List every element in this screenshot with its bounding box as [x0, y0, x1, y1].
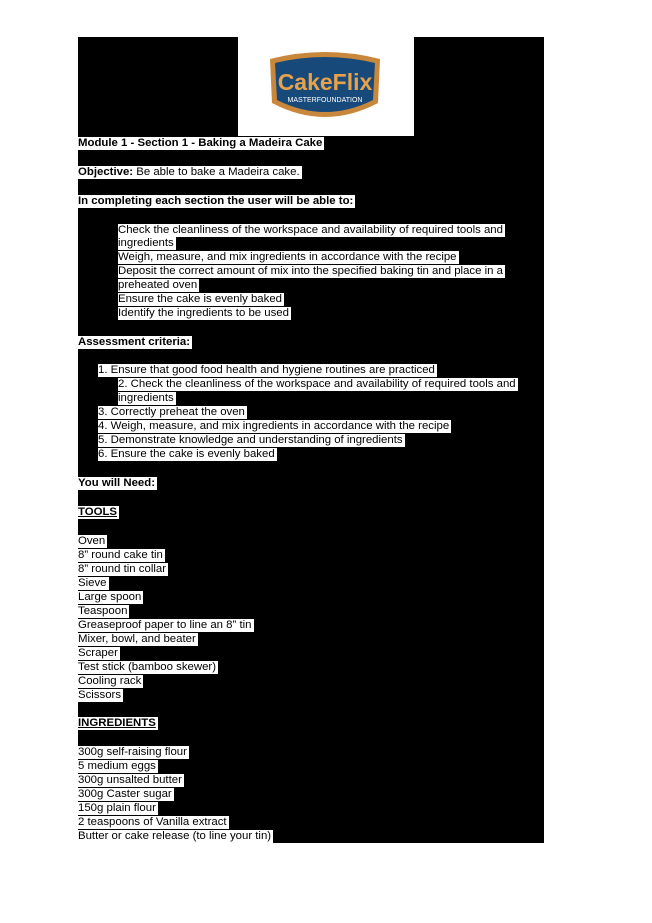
objective: [78, 166, 302, 179]
logo-brand: CakeFlix: [277, 69, 373, 95]
tools-heading: TOOLS: [78, 506, 118, 518]
tool-item: Greaseproof paper to line an 8” tin: [78, 619, 252, 631]
outcome-item: ingredients: [118, 237, 174, 249]
tool-item: Test stick (bamboo skewer): [78, 661, 216, 673]
tool-item: Scraper: [78, 647, 118, 659]
tool-item: Oven: [78, 535, 106, 547]
outcome-item: Ensure the cake is evenly baked: [118, 293, 282, 305]
ingredient-item: Butter or cake release (to line your tin): [78, 830, 272, 842]
outcome-item: Weigh, measure, and mix ingredients in accordance with the recipe: [118, 251, 457, 263]
tool-item: Scissors: [78, 689, 122, 701]
assessment-item: 1. Ensure that good food health and hygiene routines are practiced: [98, 364, 435, 376]
need-heading: You will Need:: [78, 477, 155, 489]
completion-heading: In completing each section the user will be able to:: [78, 195, 354, 207]
outcome-item: Identify the ingredients to be used: [118, 307, 289, 319]
objective-label: Objective:: [78, 166, 134, 178]
page-title: Module 1 - Section 1 - Baking a Madeira Cake: [78, 137, 323, 149]
assessment-item: 6. Ensure the cake is evenly baked: [98, 448, 275, 460]
outcome-item: Check the cleanliness of the workspace and availability of required tools and: [118, 224, 503, 236]
tool-item: Teaspoon: [78, 605, 128, 617]
tool-item: 8” round cake tin: [78, 549, 163, 561]
outcome-item: preheated oven: [118, 279, 198, 291]
assessment-item: 2. Check the cleanliness of the workspace and availability of required tools and: [118, 378, 516, 390]
assessment-heading: Assessment criteria:: [78, 336, 191, 348]
cakeflix-logo: [238, 37, 414, 136]
ingredient-item: 300g unsalted butter: [78, 774, 182, 786]
tool-item: Cooling rack: [78, 675, 142, 687]
tool-item: Mixer, bowl, and beater: [78, 633, 196, 645]
tool-item: 8” round tin collar: [78, 563, 167, 575]
assessment-item: 3. Correctly preheat the oven: [98, 406, 245, 418]
ingredient-item: 2 teaspoons of Vanilla extract: [78, 816, 227, 828]
ingredient-item: 300g Caster sugar: [78, 788, 172, 800]
logo-tagline: MASTERFOUNDATION: [287, 97, 363, 104]
ingredient-item: 5 medium eggs: [78, 760, 156, 772]
tool-item: Large spoon: [78, 591, 142, 603]
ingredient-item: 300g self-raising flour: [78, 746, 187, 758]
ingredients-heading: INGREDIENTS: [78, 717, 156, 729]
assessment-item: ingredients: [118, 392, 174, 404]
ingredient-item: 150g plain flour: [78, 802, 156, 814]
logo-shield-icon: [264, 45, 386, 129]
objective-text: Be able to bake a Madeira cake.: [133, 166, 300, 178]
assessment-item: 4. Weigh, measure, and mix ingredients in accordance with the recipe: [98, 420, 450, 432]
assessment-item: 5. Demonstrate knowledge and understanding of ingredients: [98, 434, 403, 446]
tool-item: Sieve: [78, 577, 107, 589]
outcome-item: Deposit the correct amount of mix into the specified baking tin and place in a: [118, 265, 503, 277]
